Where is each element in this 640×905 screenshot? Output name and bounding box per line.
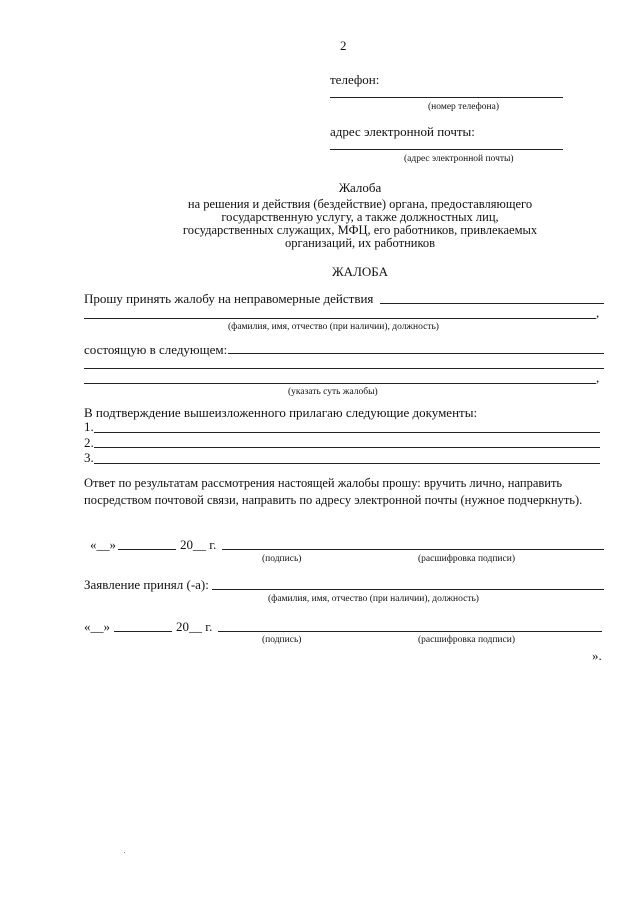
attachment-number-2: 2. xyxy=(84,435,94,450)
response-line-1: Ответ по результатам рассмотрения настоящей жалобы прошу: вручить лично, направить xyxy=(84,476,563,490)
essence-field-line-2[interactable] xyxy=(84,368,604,369)
attachment-number-3: 3. xyxy=(84,450,94,465)
essence-label: состоящую в следующем: xyxy=(84,342,228,357)
subtitle-line-3: государственных служащих, МФЦ, его работников, привлекаемых xyxy=(182,223,538,237)
date-month-line-2[interactable] xyxy=(114,631,172,632)
phone-label: телефон: xyxy=(330,72,380,87)
date-open-2: «__» xyxy=(84,619,110,634)
closing-quote: ». xyxy=(592,648,602,663)
year-prefix-1: 20__ г. xyxy=(180,537,217,552)
scan-speck xyxy=(124,852,125,853)
decoding-caption-1: (расшифровка подписи) xyxy=(418,554,515,564)
essence-field-line-1[interactable] xyxy=(228,353,604,354)
subtitle-line-1: на решения и действия (бездействие) органа, предоставляющего xyxy=(187,197,533,211)
email-label: адрес электронной почты: xyxy=(330,124,475,139)
complaint-title: Жалоба xyxy=(338,180,382,195)
phone-caption: (номер телефона) xyxy=(428,102,499,112)
accepted-caption: (фамилия, имя, отчество (при наличии), должность) xyxy=(268,594,479,604)
accepted-label: Заявление принял (-а): xyxy=(84,577,209,592)
year-prefix-2: 20__ г. xyxy=(176,619,213,634)
person-caption: (фамилия, имя, отчество (при наличии), должность) xyxy=(228,322,439,332)
email-field-line[interactable] xyxy=(330,149,563,150)
respondent-field-line-2[interactable] xyxy=(84,318,596,319)
line-end-comma-1: , xyxy=(596,305,600,320)
attachments-intro: В подтверждение вышеизложенного прилагаю следующие документы: xyxy=(84,405,478,420)
phone-field-line[interactable] xyxy=(330,97,563,98)
signature-caption-1: (подпись) xyxy=(262,554,302,564)
response-line-2: посредством почтовой связи, направить по адресу электронной почты (нужное подчеркнуть). xyxy=(84,493,583,507)
line-end-comma-2: , xyxy=(596,370,600,385)
page-number: 2 xyxy=(340,38,347,53)
subtitle-line-2: государственную услугу, а также должностных лиц, xyxy=(221,210,499,224)
attachment-number-1: 1. xyxy=(84,419,94,434)
respondent-field-line-1[interactable] xyxy=(380,303,604,304)
subtitle-line-4: организаций, их работников xyxy=(284,236,436,250)
request-text: Прошу принять жалобу на неправомерные действия xyxy=(84,291,374,306)
main-title: ЖАЛОБА xyxy=(332,264,388,279)
essence-field-line-3[interactable] xyxy=(84,383,596,384)
signature-line-2[interactable] xyxy=(218,631,602,632)
signature-caption-2: (подпись) xyxy=(262,635,302,645)
attachment-field-line-2[interactable] xyxy=(94,447,600,448)
date-month-line-1[interactable] xyxy=(118,549,176,550)
signature-line-1[interactable] xyxy=(222,549,604,550)
essence-caption: (указать суть жалобы) xyxy=(288,387,378,397)
email-caption: (адрес электронной почты) xyxy=(404,154,514,164)
decoding-caption-2: (расшифровка подписи) xyxy=(418,635,515,645)
attachment-field-line-1[interactable] xyxy=(94,432,600,433)
date-open-1: «__» xyxy=(90,537,116,552)
attachment-field-line-3[interactable] xyxy=(94,463,600,464)
accepted-field-line[interactable] xyxy=(212,589,604,590)
